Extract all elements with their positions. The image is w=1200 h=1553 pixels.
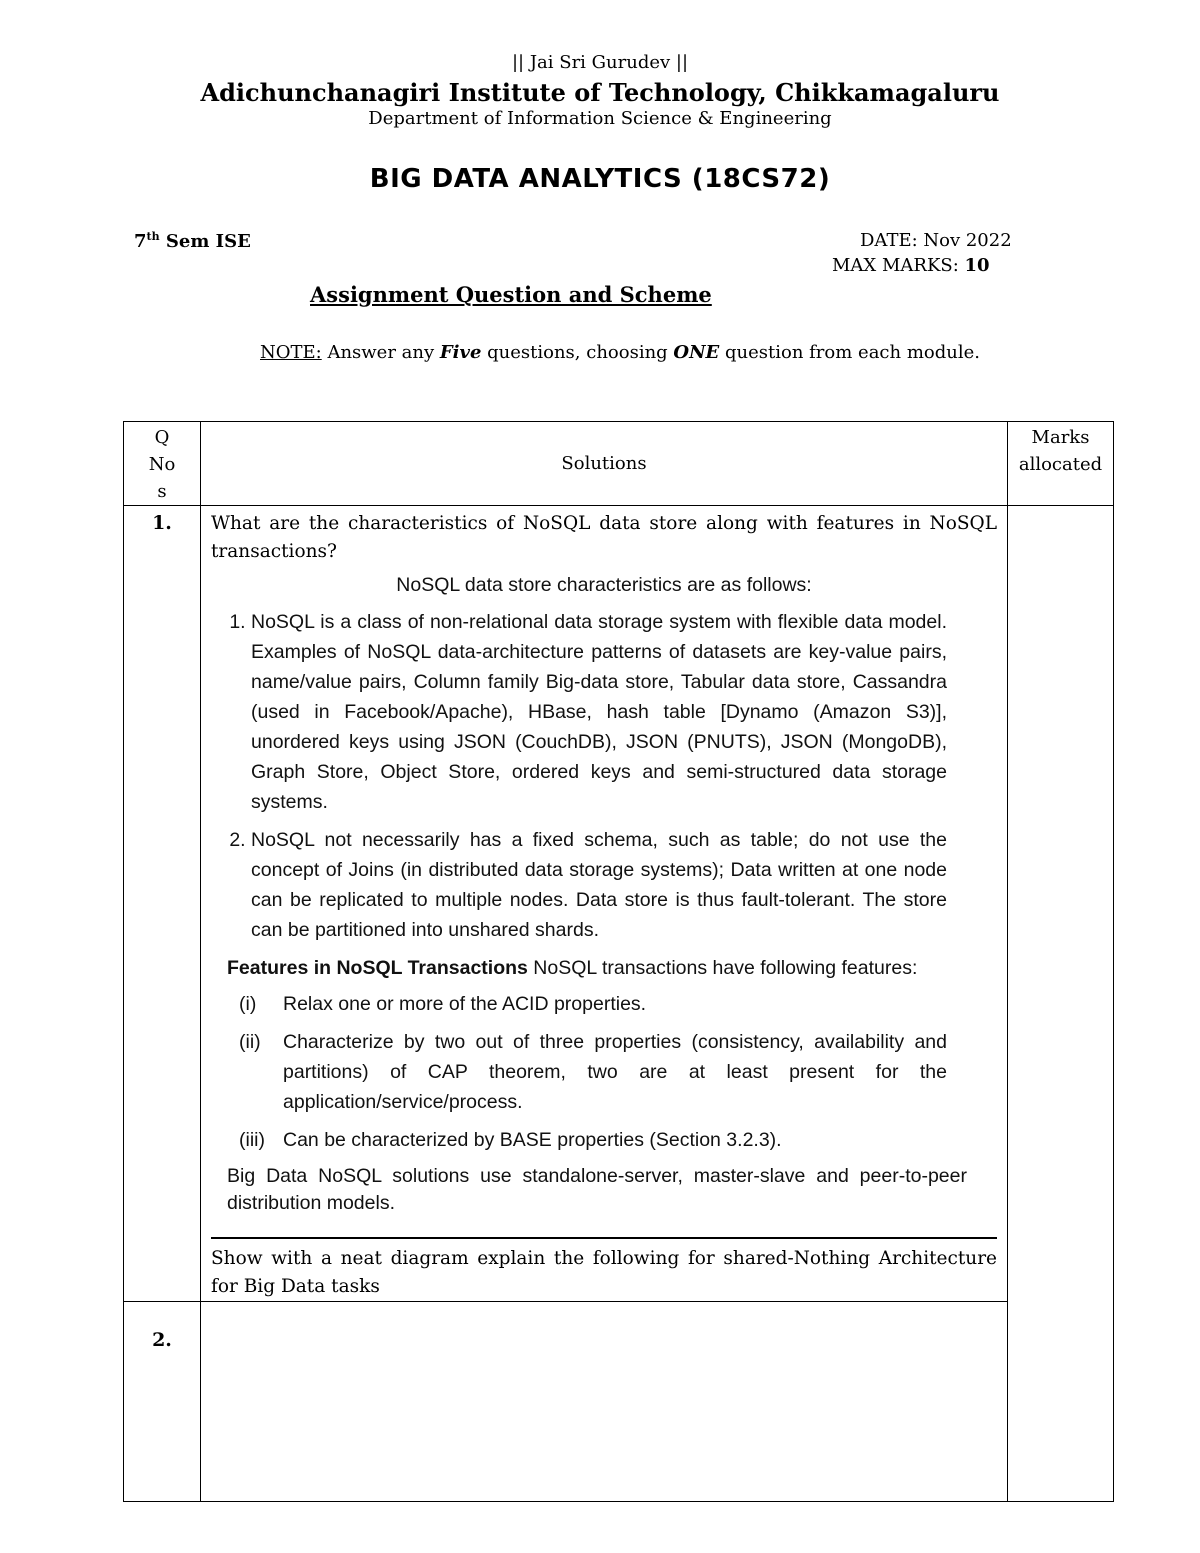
exam-date: DATE: Nov 2022 [860,230,1012,251]
header-solutions: Solutions [201,422,1008,506]
q1-features-intro [227,953,997,983]
table-row [124,506,1114,1302]
features-rest: NoSQL transactions have following features: [527,957,918,979]
question-table [123,421,1114,1502]
table-header-row [124,422,1114,506]
feature-text: Characterize by two out of three properties (consistency, availability and partitions) of CAP theorem, two are at least present for the application/service/process. [283,1031,947,1113]
sem-rest: Sem ISE [159,231,251,252]
qno-line2: No [148,454,176,475]
sem-number: 7 [134,231,147,252]
max-marks [832,255,990,276]
features-bold: Features in NoSQL Transactions [227,957,528,979]
note-label: NOTE: [260,342,322,363]
feature-num: (iii) [239,1129,265,1151]
note-part3: question from each module. [719,342,980,363]
q2-question: Show with a neat diagram explain the following for shared-Nothing Architecture for Big Data tasks [211,1237,997,1301]
header-marks [1008,422,1114,506]
course-title: BIG DATA ANALYTICS (18CS72) [369,164,831,194]
list-item: 1. NoSQL is a class of non-relational data storage system with flexible data model. Examples of NoSQL data-architecture patterns of datasets are key-value pairs, name/value pairs, Column family Big-data store, Tabular data store, Cassandra (used in Facebook/Apache), HBase, hash table [Dynamo (Amazon S3)], unordered keys using JSON (CouchDB), JSON (PNUTS), JSON (MongoDB), Graph Store, Object Store, ordered keys and semi-structured data storage systems. [251,607,997,817]
institute-name: Adichunchanagiri Institute of Technology, Chikkamagaluru [200,78,1000,107]
q1-answer-heading: NoSQL data store characteristics are as follows: [396,574,812,596]
sem-suffix: th [146,230,160,243]
q2-number: 2. [124,1302,201,1502]
q1-question: What are the characteristics of NoSQL data store along with features in NoSQL transactions? [211,513,997,562]
qno-line3: s [157,481,167,502]
q2-solution [201,1302,1008,1502]
list-item [239,1027,947,1117]
feature-text: Relax one or more of the ACID properties. [283,993,647,1015]
note-part1: Answer any [321,342,440,363]
max-marks-value: 10 [964,255,990,276]
max-marks-label: MAX MARKS: [832,255,965,276]
table-row [124,1302,1114,1502]
q1-points-list [211,607,997,945]
invocation: || Jai Sri Gurudev || [511,52,689,73]
list-item: 2. NoSQL not necessarily has a fixed schema, such as table; do not use the concept of Joins (in distributed data storage systems); Data written at one node can be replicated to multiple nodes. Data store is thus fault-tolerant. The store can be partitioned into unshared shards. [251,825,997,945]
feature-num: (ii) [239,1031,261,1053]
semester [134,230,251,252]
note-five: Five [439,342,482,363]
note-part2: questions, choosing [481,342,674,363]
q1-features-list [239,989,947,1155]
q1-answer [211,574,997,1217]
list-item [239,1125,947,1155]
q1-number: 1. [124,506,201,1302]
q1-solution [201,506,1008,1302]
marks-line1: Marks [1031,427,1090,448]
assignment-title: Assignment Question and Scheme [310,282,712,307]
list-item [239,989,947,1019]
marks-line2: allocated [1018,454,1103,475]
note [260,342,980,363]
department-name: Department of Information Science & Engineering [368,108,832,129]
feature-text: Can be characterized by BASE properties (Section 3.2.3). [283,1129,782,1151]
note-one: ONE [673,342,720,363]
feature-num: (i) [239,993,257,1015]
q1-closing: Big Data NoSQL solutions use standalone-server, master-slave and peer-to-peer distribution models. [227,1165,967,1214]
qno-line1: Q [154,427,170,448]
header-qno [124,422,201,506]
marks-cell [1008,506,1114,1502]
